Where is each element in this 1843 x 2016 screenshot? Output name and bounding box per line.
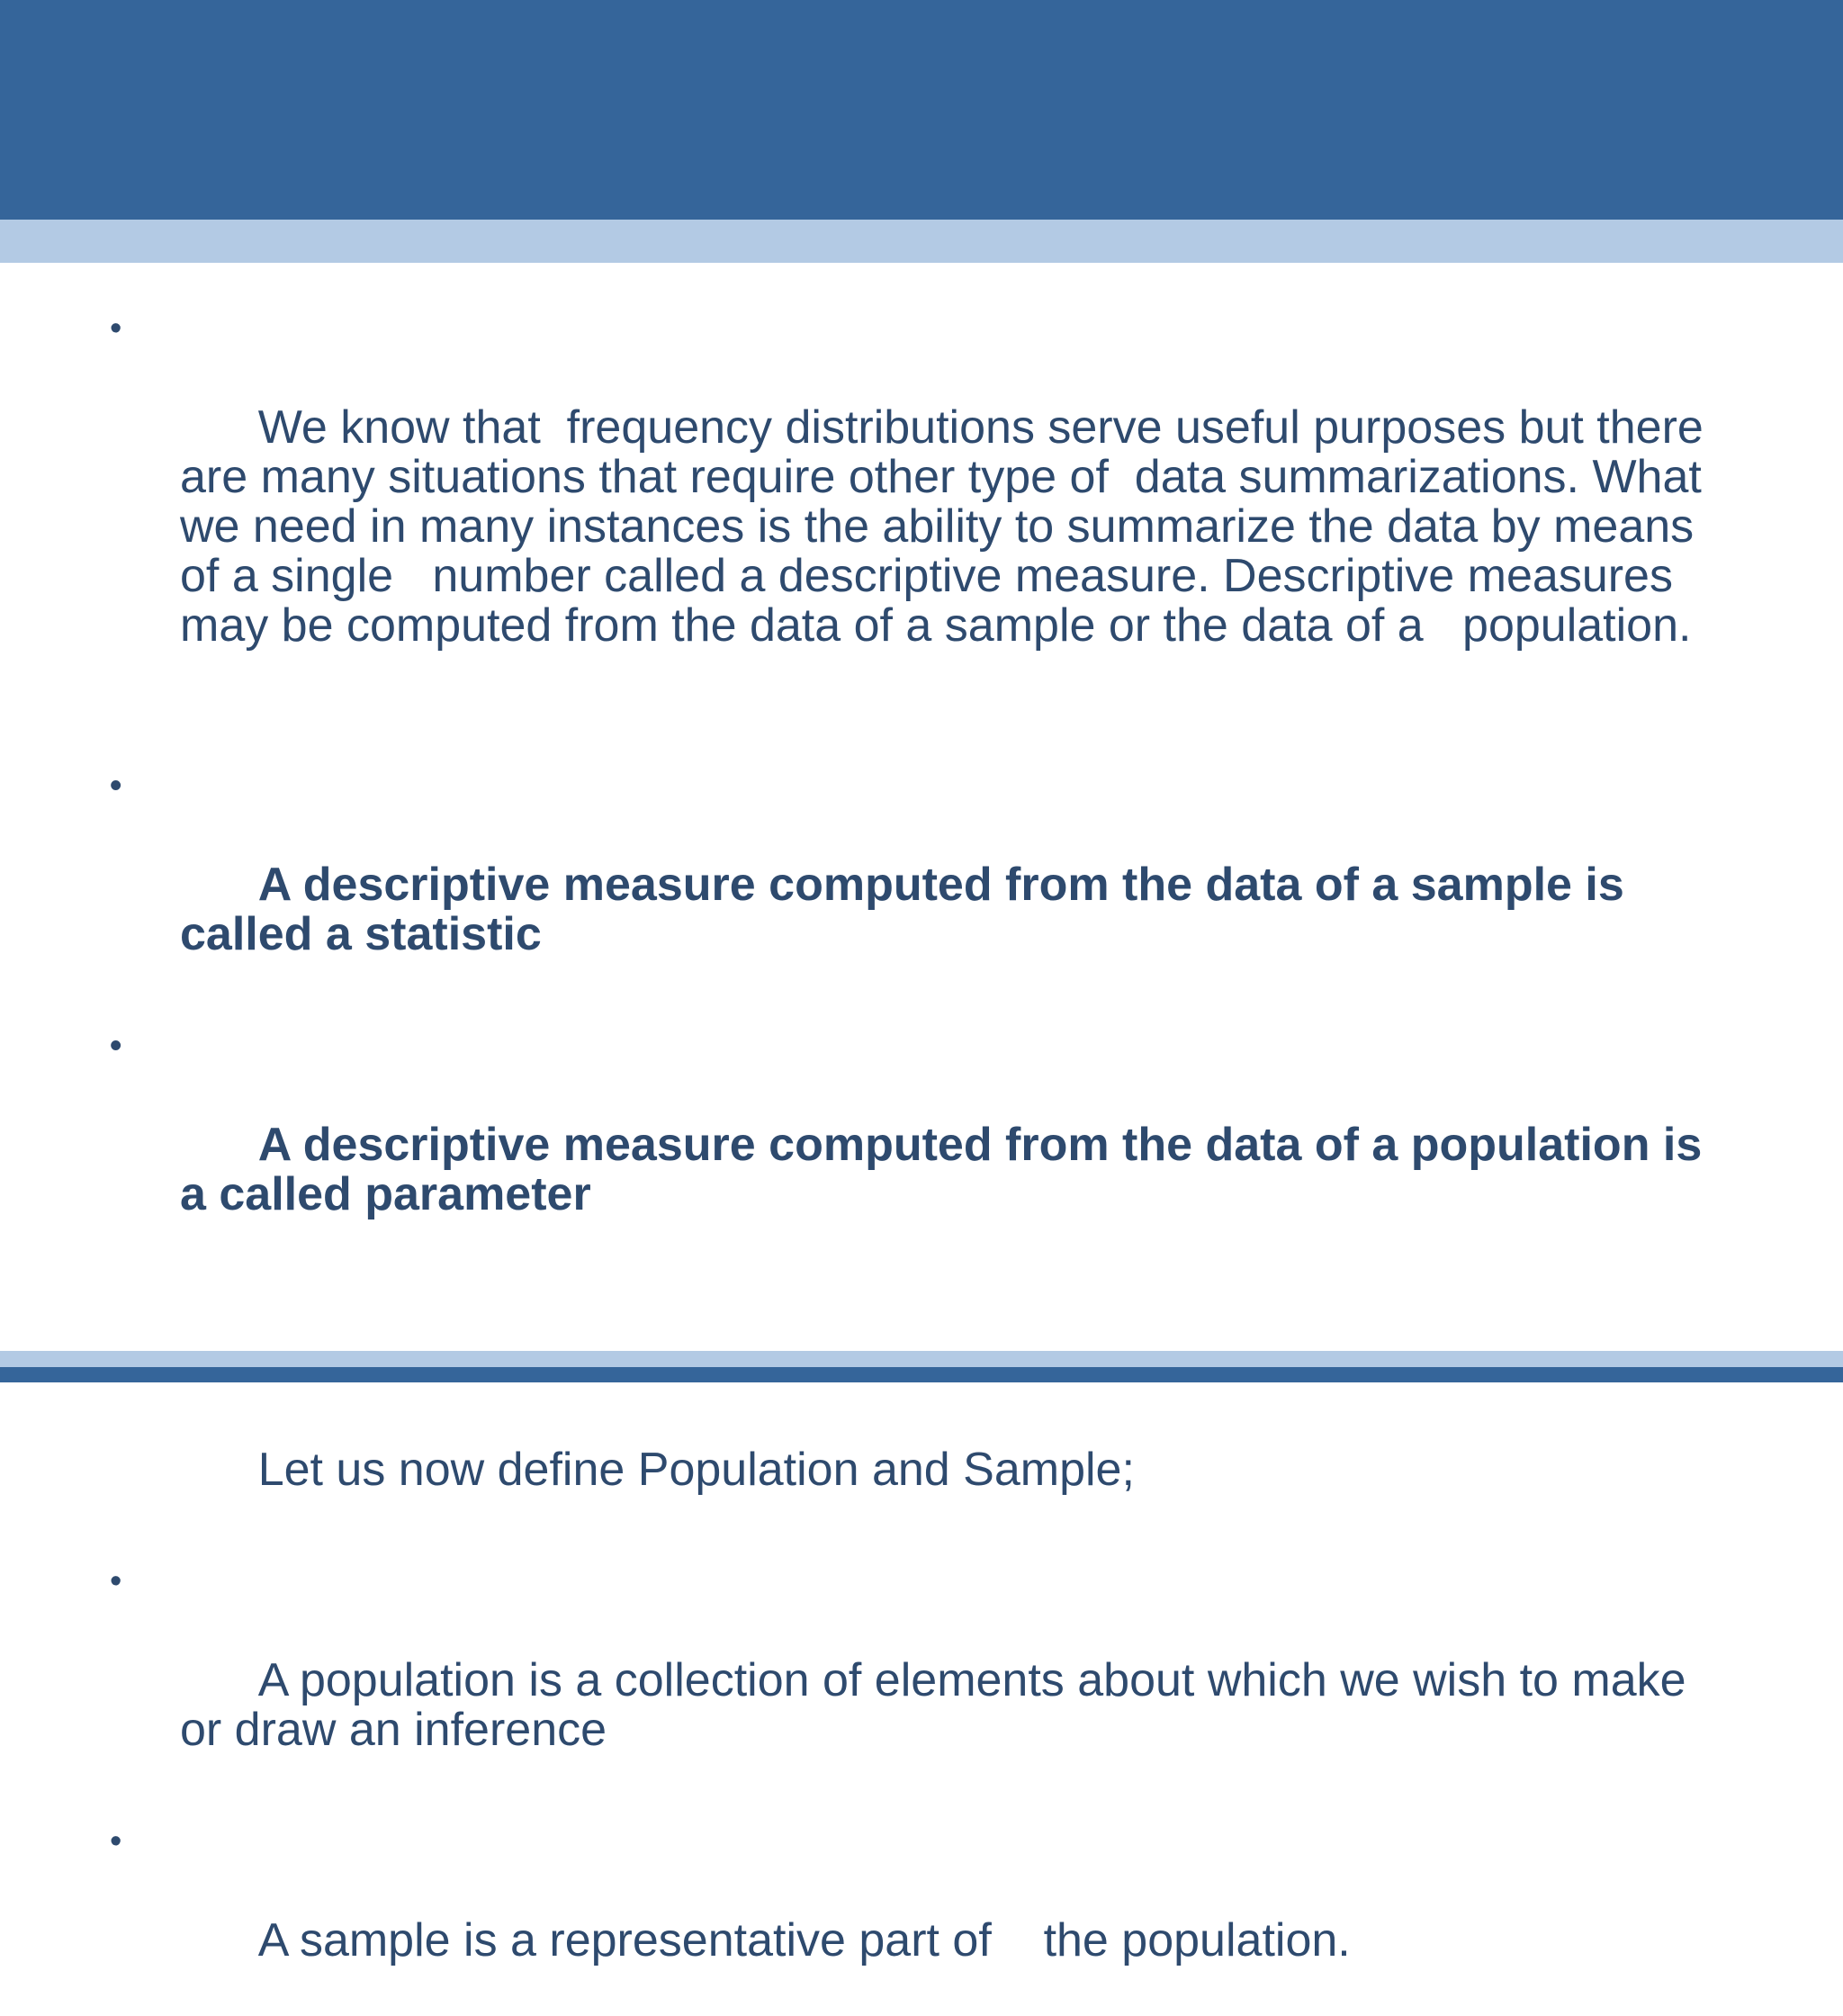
- bullet-item-1: [108, 304, 1728, 700]
- slide-body: [108, 304, 1728, 2015]
- spacer: [108, 1269, 1728, 1346]
- spacer: [108, 1009, 1728, 1022]
- bullet-text: A population is a collection of elements about which we wish to make or draw an inference: [180, 1654, 1700, 1756]
- bullet-dot-icon: •: [110, 767, 122, 805]
- spacer: [108, 1544, 1728, 1557]
- header-band: [0, 0, 1843, 220]
- bullet-dot-icon: •: [110, 1562, 122, 1600]
- bullet-item-3: [108, 1022, 1728, 1269]
- spacer: [108, 700, 1728, 761]
- spacer: [108, 1804, 1728, 1817]
- bullet-item-5: [108, 1557, 1728, 1804]
- bullet-text: We know that frequency distributions serve useful purposes but there are many situations that require other type of data summarizations. What we need in many instances is the ability to summarize the data by means of a single number called a descriptive measure. Descriptive measures may be computed from the data of a sample or the data of a population.: [180, 401, 1717, 652]
- bullet-text: A descriptive measure computed from the data of a population is a called parameter: [180, 1119, 1715, 1220]
- bullet-text: Let us now define Population and Sample;: [257, 1444, 1135, 1496]
- bullet-dot-icon: •: [110, 310, 122, 347]
- footer-band: [0, 1367, 1843, 1382]
- bullet-dot-icon: •: [110, 1027, 122, 1065]
- bullet-item-6: [108, 1817, 1728, 2015]
- footer-stripe: [0, 1351, 1843, 1367]
- header-stripe: [0, 220, 1843, 263]
- bullet-dot-icon: •: [110, 1822, 122, 1860]
- bullet-item-2: [108, 761, 1728, 1009]
- bullet-text: A sample is a representative part of the population.: [257, 1914, 1351, 1966]
- bullet-text: A descriptive measure computed from the data of a sample is called a statistic: [180, 859, 1638, 960]
